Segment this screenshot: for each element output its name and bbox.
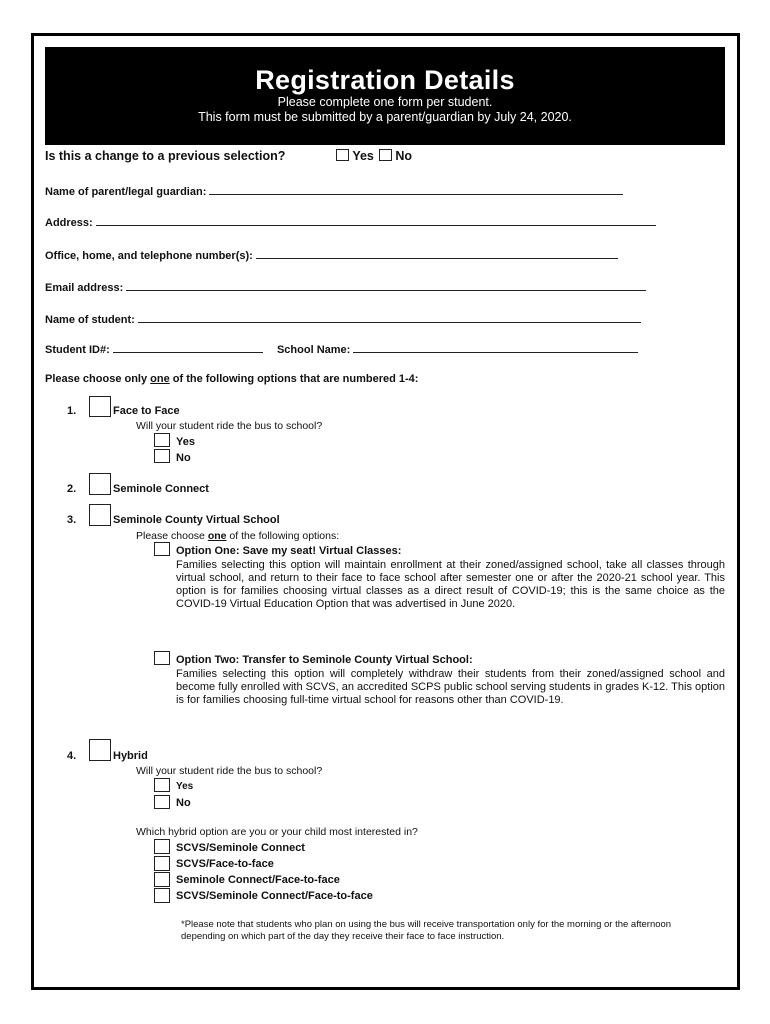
header-subtitle-2: This form must be submitted by a parent/guardian by July 24, 2020. — [198, 110, 572, 124]
address-row — [45, 215, 656, 229]
opt2-checkbox[interactable] — [89, 473, 111, 495]
change-question-row — [45, 149, 412, 163]
bus-note: *Please note that students who plan on using the bus will receive transportation only for the morning or the afternoon depending on which part of the day they receive their face to face instruction. — [181, 919, 672, 942]
opt3-option-two-text: Families selecting this option will completely withdraw their students from their zoned/assigned school and become fully enrolled with SCVS, an accredited SCPS public school serving students in grades K-12. This option is for families choosing full-time virtual school for reasons other than COVID-19. — [176, 668, 725, 706]
opt4-bus-no-checkbox[interactable] — [154, 795, 170, 809]
phone-field[interactable] — [256, 248, 618, 259]
student-id-label: Student ID#: — [45, 344, 110, 356]
phone-label: Office, home, and telephone number(s): — [45, 250, 253, 262]
school-name-label: School Name: — [276, 344, 351, 356]
change-question: Is this a change to a previous selection? — [45, 149, 286, 163]
choose-text-one: one — [150, 373, 170, 385]
address-label: Address: — [45, 217, 93, 229]
header-subtitle-1: Please complete one form per student. — [277, 95, 493, 109]
hybrid-option-checkbox[interactable] — [154, 872, 170, 887]
opt3-choose-text-2: of the following options: — [226, 530, 340, 542]
change-yes-checkbox[interactable] — [336, 149, 349, 161]
opt4-checkbox[interactable] — [89, 739, 111, 761]
hybrid-option-label: SCVS/Seminole Connect — [176, 842, 305, 854]
page-title: Registration Details — [255, 65, 515, 95]
student-label: Name of student: — [45, 314, 135, 326]
opt4-label: Hybrid — [113, 750, 148, 762]
opt1-bus-no-checkbox[interactable] — [154, 449, 170, 463]
student-id-field[interactable] — [113, 342, 263, 353]
change-yes-label: Yes — [352, 149, 374, 163]
email-field[interactable] — [126, 280, 646, 291]
opt3-option-one-title: Option One: Save my seat! Virtual Classes: — [176, 545, 402, 557]
opt3-label: Seminole County Virtual School — [113, 514, 280, 526]
student-row — [45, 312, 641, 326]
opt3-option-two-title: Option Two: Transfer to Seminole County Virtual School: — [176, 654, 473, 666]
form-header — [45, 47, 725, 145]
change-no-label: No — [395, 149, 413, 163]
opt3-choose-instruction — [136, 530, 339, 542]
opt2-number: 2. — [67, 483, 77, 495]
opt2-label: Seminole Connect — [113, 483, 209, 495]
opt1-bus-yes-label: Yes — [176, 436, 195, 448]
opt1-number: 1. — [67, 405, 77, 417]
hybrid-option-label: SCVS/Seminole Connect/Face-to-face — [176, 890, 373, 902]
hybrid-option-checkbox[interactable] — [154, 839, 170, 854]
guardian-label: Name of parent/legal guardian: — [45, 186, 207, 198]
opt1-label: Face to Face — [113, 405, 180, 417]
opt3-choose-one: one — [207, 530, 227, 542]
hybrid-option-label: Seminole Connect/Face-to-face — [176, 874, 340, 886]
opt4-bus-yes-checkbox[interactable] — [154, 778, 170, 792]
opt4-bus-no-label: No — [176, 797, 191, 809]
opt3-option-two-checkbox[interactable] — [154, 651, 170, 665]
opt1-bus-no-label: No — [176, 452, 191, 464]
form-frame — [31, 33, 740, 990]
address-field[interactable] — [96, 215, 656, 226]
school-name-field[interactable] — [353, 342, 638, 353]
opt3-option-one-text: Families selecting this option will maintain enrollment at their zoned/assigned school, take all classes through virtual school, and return to their face to face school after semester one or after the 2020-21 school year. This option is for families choosing virtual classes as a direct result of COVID-19; this is the same choice as the COVID-19 Virtual Education Option that was advertised in June 2020. — [176, 559, 725, 610]
email-row — [45, 280, 646, 294]
guardian-row — [45, 184, 623, 198]
opt1-checkbox[interactable] — [89, 396, 111, 417]
opt4-bus-question: Will your student ride the bus to school? — [136, 765, 323, 777]
choose-text-1: Please choose only — [45, 373, 151, 385]
student-id-row — [45, 342, 638, 356]
opt4-bus-yes-label: Yes — [176, 781, 194, 792]
hybrid-option-checkbox[interactable] — [154, 888, 170, 903]
hybrid-option-checkbox[interactable] — [154, 856, 170, 871]
opt3-choose-text-1: Please choose — [136, 530, 208, 542]
hybrid-option-label: SCVS/Face-to-face — [176, 858, 274, 870]
opt3-option-one-checkbox[interactable] — [154, 542, 170, 556]
opt4-hybrid-question: Which hybrid option are you or your child most interested in? — [136, 826, 418, 838]
change-no-checkbox[interactable] — [379, 149, 392, 161]
choose-instruction — [45, 373, 418, 385]
guardian-field[interactable] — [209, 184, 623, 195]
email-label: Email address: — [45, 282, 124, 294]
student-name-field[interactable] — [138, 312, 641, 323]
choose-text-2: of the following options that are numbered 1-4: — [169, 373, 419, 385]
opt1-bus-question: Will your student ride the bus to school? — [136, 420, 323, 432]
opt3-number: 3. — [67, 514, 77, 526]
opt4-number: 4. — [67, 750, 77, 762]
opt3-checkbox[interactable] — [89, 504, 111, 526]
phone-row — [45, 248, 618, 262]
opt1-bus-yes-checkbox[interactable] — [154, 433, 170, 447]
